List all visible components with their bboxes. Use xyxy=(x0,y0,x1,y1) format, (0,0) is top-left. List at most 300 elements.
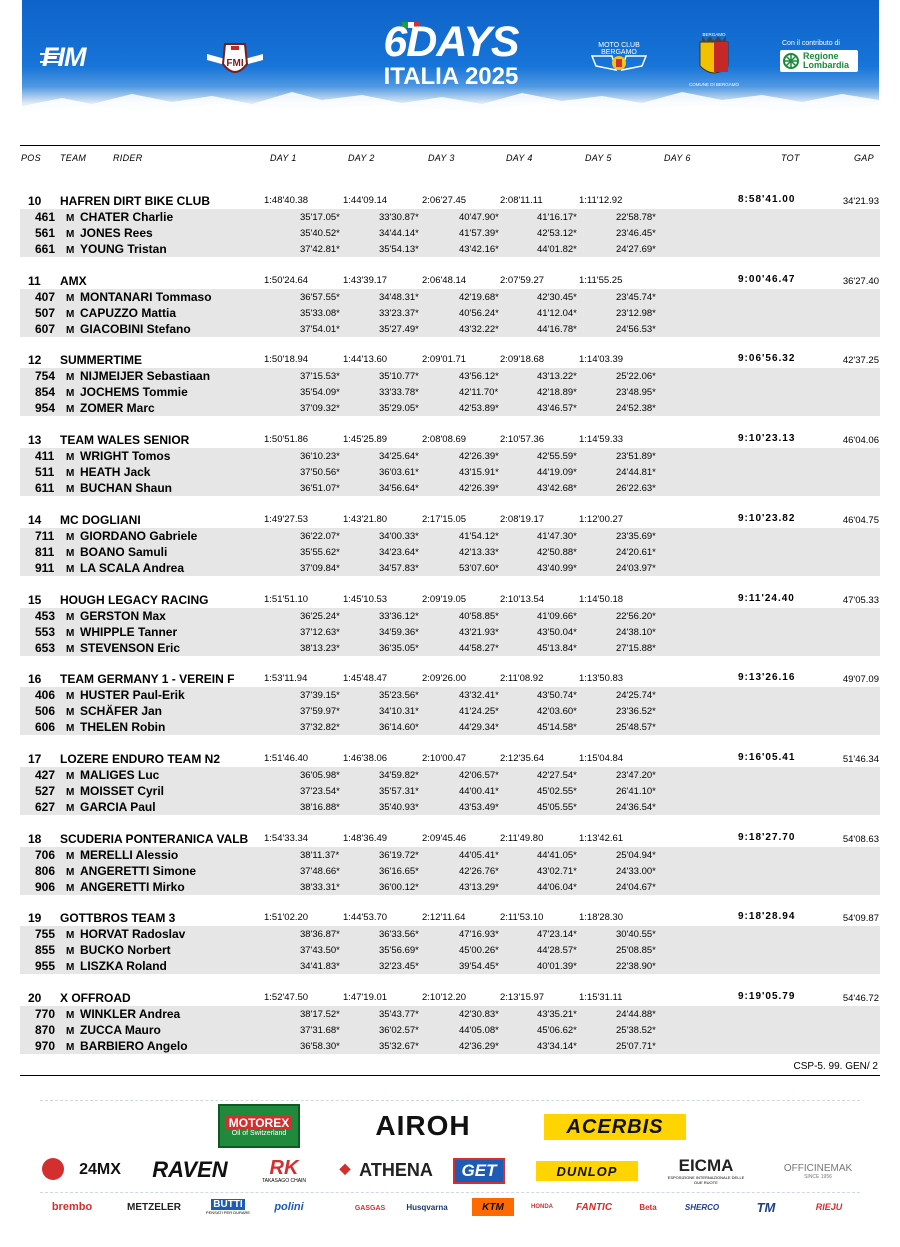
team-name: HOUGH LEGACY RACING xyxy=(60,592,209,607)
acerbis-logo: ACERBIS xyxy=(544,1114,686,1140)
rider-category: M xyxy=(66,691,75,703)
rider-day-time: 38'17.52* xyxy=(300,1009,340,1020)
rider-row xyxy=(0,225,900,241)
team-position: 16 xyxy=(28,672,42,687)
rider-day-time: 42'26.39* xyxy=(459,483,499,495)
rider-day-time: 44'05.08* xyxy=(459,1025,499,1036)
dunlop-logo: DUNLOP xyxy=(536,1161,638,1181)
rider-number: 411 xyxy=(35,449,55,464)
rider-name: LISZKA Roland xyxy=(80,959,167,974)
rider-day-time: 24'25.74* xyxy=(616,690,656,702)
team-day-time: 1:45'48.47 xyxy=(343,673,388,685)
team-day-time: 2:10'12.20 xyxy=(422,992,467,1003)
rider-day-time: 39'54.45* xyxy=(459,961,499,973)
rider-day-time: 42'50.88* xyxy=(537,546,577,558)
rider-category: M xyxy=(66,866,75,878)
polini-logo: polini xyxy=(274,1201,304,1213)
rider-category: M xyxy=(66,531,75,543)
rider-name: THELEN Robin xyxy=(80,720,166,735)
rider-day-time: 41'24.25* xyxy=(459,706,499,718)
sherco-logo: SHERCO xyxy=(684,1202,720,1212)
rider-day-time: 24'04.67* xyxy=(616,881,656,893)
rider-name: HORVAT Radoslav xyxy=(80,927,186,942)
rider-name: WRIGHT Tomos xyxy=(80,449,171,464)
rider-number: 611 xyxy=(35,481,55,496)
rider-day-time: 36'35.05* xyxy=(379,642,419,654)
rider-day-time: 35'40.93* xyxy=(379,801,419,813)
rider-number: 854 xyxy=(35,385,56,400)
rider-day-time: 24'33.00* xyxy=(616,865,656,877)
team-day-time: 1:48'36.49 xyxy=(343,832,388,844)
team-gap: 54'46.72 xyxy=(842,993,879,1004)
rider-category: M xyxy=(66,930,75,942)
rider-day-time: 36'19.72* xyxy=(379,849,419,861)
rider-day-time: 35'43.77* xyxy=(379,1009,419,1020)
rider-row xyxy=(0,799,900,815)
team-gap: 46'04.75 xyxy=(842,514,879,526)
rider-name: BUCHAN Shaun xyxy=(80,481,172,496)
team-gap: 54'08.63 xyxy=(842,833,879,845)
rider-row xyxy=(0,464,900,480)
rider-day-time: 40'58.85* xyxy=(459,610,499,622)
team-day-time: 1:13'42.61 xyxy=(579,832,624,844)
rider-day-time: 41'57.39* xyxy=(459,228,499,239)
col-tot: TOT xyxy=(781,153,800,163)
rider-day-time: 34'44.14* xyxy=(379,228,419,239)
col-rider: RIDER xyxy=(113,153,143,163)
rider-day-time: 36'10.23* xyxy=(300,451,340,463)
rider-day-time: 22'38.90* xyxy=(616,961,656,973)
rk-logo xyxy=(256,1156,312,1186)
team-total-time: 9:18'27.70 xyxy=(738,831,796,843)
officinemak-logo xyxy=(776,1156,860,1186)
rider-name: ZOMER Marc xyxy=(80,401,155,416)
butti-text: BUTTI xyxy=(213,1199,243,1210)
motorex-text: MOTOREX xyxy=(226,1116,292,1130)
team-position: 14 xyxy=(28,512,42,527)
rider-day-time: 36'51.07* xyxy=(300,483,340,495)
rider-day-time: 25'38.52* xyxy=(616,1025,656,1036)
team-day-time: 1:13'50.83 xyxy=(579,673,624,685)
rider-category: M xyxy=(66,372,75,384)
team-day-time: 1:44'53.70 xyxy=(343,912,388,924)
rider-category: M xyxy=(66,627,75,639)
rider-number: 806 xyxy=(35,863,56,878)
rider-day-time: 42'53.12* xyxy=(537,228,577,239)
rider-day-time: 35'17.05* xyxy=(300,212,340,223)
rider-day-time: 38'13.23* xyxy=(300,642,340,654)
rider-day-time: 37'31.68* xyxy=(300,1025,340,1036)
rider-category: M xyxy=(66,245,75,256)
rider-day-time: 37'43.50* xyxy=(300,945,340,957)
rider-day-time: 38'11.37* xyxy=(300,849,340,861)
rider-category: M xyxy=(66,882,75,894)
team-name: LOZERE ENDURO TEAM N2 xyxy=(60,751,221,766)
rider-name: WINKLER Andrea xyxy=(80,1007,181,1021)
rider-category: M xyxy=(66,563,75,575)
rider-name: MONTANARI Tommaso xyxy=(80,289,212,304)
rider-day-time: 36'25.24* xyxy=(300,610,340,622)
rider-day-time: 35'10.77* xyxy=(379,371,419,383)
team-row xyxy=(0,671,900,687)
rider-day-time: 43'13.29* xyxy=(459,881,499,893)
rider-day-time: 42'06.57* xyxy=(459,769,499,781)
rider-day-time: 33'36.12* xyxy=(379,610,419,622)
rider-day-time: 34'57.83* xyxy=(379,562,419,574)
rider-day-time: 42'18.89* xyxy=(537,387,577,399)
rider-category: M xyxy=(66,946,75,958)
rider-row xyxy=(0,480,900,496)
rider-day-time: 44'28.57* xyxy=(537,945,577,957)
rider-day-time: 37'54.01* xyxy=(300,323,340,335)
team-gap: 54'09.87 xyxy=(842,913,879,925)
rider-day-time: 43'35.21* xyxy=(537,1009,577,1020)
team-day-time: 1:53'11.94 xyxy=(264,673,308,685)
team-day-time: 1:47'19.01 xyxy=(343,992,388,1003)
rider-day-time: 36'03.61* xyxy=(379,467,419,479)
team-day-time: 1:48'40.38 xyxy=(264,195,309,206)
rider-day-time: 36'16.65* xyxy=(379,865,419,877)
rider-number: 553 xyxy=(35,624,56,639)
rider-day-time: 37'23.54* xyxy=(300,785,340,797)
rider-day-time: 23'36.52* xyxy=(616,706,656,718)
rider-row xyxy=(0,528,900,544)
rider-day-time: 34'56.64* xyxy=(379,483,419,495)
team-day-time: 2:08'08.69 xyxy=(422,434,467,446)
rider-category: M xyxy=(66,1010,75,1021)
rider-name: YOUNG Tristan xyxy=(80,242,167,256)
fim-logo: FIM xyxy=(42,42,86,72)
rider-name: BUCKO Norbert xyxy=(80,943,171,958)
eicma-logo xyxy=(664,1156,748,1186)
rider-day-time: 34'59.36* xyxy=(379,626,419,638)
rider-day-time: 44'00.41* xyxy=(459,785,499,797)
rider-row xyxy=(0,209,900,225)
rider-name: ZUCCA Mauro xyxy=(80,1023,161,1037)
team-day-time: 2:11'53.10 xyxy=(500,912,544,924)
rider-category: M xyxy=(66,388,75,400)
rider-name: JONES Rees xyxy=(80,226,153,240)
rider-row xyxy=(0,847,900,863)
rider-row xyxy=(0,879,900,895)
rider-day-time: 26'22.63* xyxy=(616,483,656,495)
rider-day-time: 27'15.88* xyxy=(616,642,656,654)
rider-day-time: 40'56.24* xyxy=(459,307,499,319)
team-row xyxy=(0,592,900,608)
rider-day-time: 30'40.55* xyxy=(616,929,656,941)
rider-day-time: 35'40.52* xyxy=(300,228,340,239)
team-gap: 51'46.34 xyxy=(842,753,879,765)
moto-club-bergamo-text: MOTO CLUB BERGAMO xyxy=(598,42,640,56)
regione-lombardia-logo xyxy=(780,50,858,72)
team-day-time: 2:06'27.45 xyxy=(422,195,467,206)
team-position: 11 xyxy=(28,273,41,288)
rider-day-time: 38'36.87* xyxy=(300,929,340,941)
team-day-time: 1:44'09.14 xyxy=(343,195,388,206)
rider-day-time: 37'32.82* xyxy=(300,722,340,734)
motorex-logo xyxy=(218,1104,300,1148)
team-position: 10 xyxy=(28,194,42,208)
rider-category: M xyxy=(66,786,75,798)
rider-name: MALIGES Luc xyxy=(80,767,160,782)
rider-day-time: 36'58.30* xyxy=(300,1041,340,1052)
rider-category: M xyxy=(66,292,75,304)
24mx-icon xyxy=(42,1158,64,1180)
rider-day-time: 42'53.89* xyxy=(459,403,499,415)
fmi-text: FMI xyxy=(226,58,244,69)
rider-number: 527 xyxy=(35,783,56,798)
rider-day-time: 37'12.63* xyxy=(300,626,340,638)
team-day-time: 2:09'01.71 xyxy=(422,354,467,366)
team-position: 18 xyxy=(28,831,42,846)
airoh-logo: AIROH xyxy=(375,1110,471,1141)
rider-day-time: 41'16.17* xyxy=(537,212,577,223)
team-day-time: 1:43'39.17 xyxy=(343,274,388,286)
rider-number: 754 xyxy=(35,369,56,384)
team-day-time: 1:14'50.18 xyxy=(579,593,624,605)
team-day-time: 2:10'57.36 xyxy=(500,434,545,446)
rider-day-time: 43'56.12* xyxy=(459,371,499,383)
rider-name: MOISSET Cyril xyxy=(80,783,165,798)
col-day4: DAY 4 xyxy=(506,153,533,163)
rider-day-time: 26'41.10* xyxy=(616,785,656,797)
beta-logo: Beta xyxy=(639,1202,657,1212)
rider-name: GERSTON Max xyxy=(80,608,166,623)
rider-day-time: 42'11.70* xyxy=(459,387,499,399)
rider-name: GIORDANO Gabriele xyxy=(80,528,198,543)
col-day3: DAY 3 xyxy=(428,153,455,163)
rider-day-time: 32'23.45* xyxy=(379,961,419,973)
team-day-time: 1:50'51.86 xyxy=(264,434,309,446)
rider-day-time: 24'36.54* xyxy=(616,801,656,813)
team-row xyxy=(0,512,900,528)
rider-day-time: 43'32.22* xyxy=(459,323,499,335)
rider-day-time: 34'59.82* xyxy=(379,769,419,781)
team-day-time: 1:46'38.06 xyxy=(343,752,388,764)
rider-number: 811 xyxy=(35,544,55,559)
rider-category: M xyxy=(66,1026,75,1037)
rider-name: WHIPPLE Tanner xyxy=(80,624,178,639)
rider-number: 755 xyxy=(35,927,56,942)
rider-day-time: 25'07.71* xyxy=(616,1041,656,1052)
rider-name: JOCHEMS Tommie xyxy=(80,385,188,400)
rider-day-time: 44'41.05* xyxy=(537,849,577,861)
team-row xyxy=(0,910,900,926)
rider-row xyxy=(0,640,900,656)
rider-number: 955 xyxy=(35,959,56,974)
team-day-time: 2:13'15.97 xyxy=(500,992,545,1003)
rider-day-time: 37'50.56* xyxy=(300,467,340,479)
24mx-logo: 24MX xyxy=(79,1161,121,1178)
rider-day-time: 25'48.57* xyxy=(616,722,656,734)
team-day-time: 2:12'11.64 xyxy=(422,912,466,924)
rider-row xyxy=(0,608,900,624)
rider-row xyxy=(0,305,900,321)
rider-category: M xyxy=(66,962,75,974)
rider-name: HEATH Jack xyxy=(80,465,151,480)
team-day-time: 2:11'49.80 xyxy=(500,832,544,844)
eicma-text: EICMA xyxy=(678,1156,734,1175)
team-gap: 47'05.33 xyxy=(842,594,879,606)
document-code: CSP-5. 99. GEN/ 2 xyxy=(793,1061,878,1072)
team-day-time: 2:10'13.54 xyxy=(500,593,545,605)
team-total-time: 9:11'24.40 xyxy=(738,592,795,604)
team-day-time: 1:15'04.84 xyxy=(579,752,624,764)
rider-name: NIJMEIJER Sebastiaan xyxy=(80,369,211,384)
rider-day-time: 41'47.30* xyxy=(537,530,577,542)
regione-name-1: Regione xyxy=(803,51,839,61)
rider-day-time: 45'00.26* xyxy=(459,945,499,957)
fmi-logo xyxy=(205,40,265,82)
rider-day-time: 36'57.55* xyxy=(300,291,340,303)
team-name: X OFFROAD xyxy=(60,991,131,1005)
butti-sub: PENSATI PER DURARE xyxy=(205,1210,251,1215)
rider-day-time: 36'02.57* xyxy=(379,1025,419,1036)
rider-row xyxy=(0,1038,900,1054)
rider-day-time: 35'57.31* xyxy=(379,785,419,797)
team-day-time: 2:07'59.27 xyxy=(500,274,545,286)
team-position: 15 xyxy=(28,592,42,607)
comune-bergamo-crest xyxy=(688,32,740,88)
rider-number: 954 xyxy=(35,401,56,416)
rider-day-time: 44'01.82* xyxy=(537,244,577,255)
rider-day-time: 43'13.22* xyxy=(537,371,577,383)
rider-day-time: 24'44.88* xyxy=(616,1009,656,1020)
sponsor-divider-top xyxy=(40,1100,860,1101)
col-pos: POS xyxy=(21,153,41,163)
ktm-logo: KTM xyxy=(472,1198,514,1216)
husqvarna-logo: Husqvarna xyxy=(406,1202,448,1212)
rider-category: M xyxy=(66,324,75,336)
team-position: 12 xyxy=(28,353,42,368)
rider-row xyxy=(0,942,900,958)
rider-day-time: 23'46.45* xyxy=(616,228,656,239)
raven-logo: RAVEN xyxy=(152,1157,228,1182)
rider-number: 911 xyxy=(35,560,55,575)
regione-caption: Con il contributo di xyxy=(782,40,840,47)
rider-day-time: 34'00.33* xyxy=(379,530,419,542)
rider-row xyxy=(0,926,900,942)
team-day-time: 1:44'13.60 xyxy=(343,354,388,366)
team-total-time: 9:00'46.47 xyxy=(738,273,796,285)
col-day2: DAY 2 xyxy=(348,153,375,163)
fantic-logo: FANTIC xyxy=(575,1201,613,1213)
rider-name: CAPUZZO Mattia xyxy=(80,305,176,320)
rider-day-time: 35'23.56* xyxy=(379,690,419,702)
rider-name: ANGERETTI Simone xyxy=(80,863,197,878)
rider-day-time: 35'32.67* xyxy=(379,1041,419,1052)
rider-day-time: 44'16.78* xyxy=(537,323,577,335)
rider-day-time: 42'03.60* xyxy=(537,706,577,718)
team-day-time: 1:45'10.53 xyxy=(343,593,388,605)
team-day-time: 2:06'48.14 xyxy=(422,274,467,286)
rider-row xyxy=(0,719,900,735)
col-gap: GAP xyxy=(854,153,874,163)
team-row xyxy=(0,831,900,847)
rider-number: 706 xyxy=(35,847,56,862)
rider-category: M xyxy=(66,229,75,240)
rider-category: M xyxy=(66,484,75,496)
rider-number: 711 xyxy=(35,528,55,543)
rider-day-time: 43'46.57* xyxy=(537,403,577,415)
rider-day-time: 25'22.06* xyxy=(616,371,656,383)
rk-sub: TAKASAGO CHAIN xyxy=(261,1178,307,1184)
rider-day-time: 42'30.45* xyxy=(537,291,577,303)
rider-day-time: 43'50.74* xyxy=(537,690,577,702)
team-total-time: 9:13'26.16 xyxy=(738,672,796,684)
rk-text: RK xyxy=(269,1157,299,1179)
team-day-time: 1:14'03.39 xyxy=(579,354,624,366)
rider-day-time: 44'06.04* xyxy=(537,881,577,893)
rider-day-time: 44'58.27* xyxy=(459,642,499,654)
rider-row xyxy=(0,624,900,640)
rider-day-time: 42'36.29* xyxy=(459,1041,499,1052)
rider-day-time: 43'42.68* xyxy=(537,483,577,495)
team-day-time: 1:54'33.34 xyxy=(264,832,309,844)
rider-day-time: 33'33.78* xyxy=(379,387,419,399)
rider-day-time: 36'00.12* xyxy=(379,881,419,893)
rider-name: CHATER Charlie xyxy=(80,210,174,224)
rider-row xyxy=(0,321,900,337)
rider-name: BARBIERO Angelo xyxy=(80,1039,188,1053)
team-name: TEAM GERMANY 1 - VEREIN F xyxy=(60,672,235,687)
rider-day-time: 36'22.07* xyxy=(300,530,340,542)
rider-day-time: 43'40.99* xyxy=(537,562,577,574)
team-name: HAFREN DIRT BIKE CLUB xyxy=(60,194,210,208)
col-team: TEAM xyxy=(60,153,87,163)
rider-number: 506 xyxy=(35,704,56,719)
rider-day-time: 45'13.84* xyxy=(537,642,577,654)
rider-day-time: 34'23.64* xyxy=(379,546,419,558)
rider-row xyxy=(0,289,900,305)
rider-day-time: 37'48.66* xyxy=(300,865,340,877)
get-logo: GET xyxy=(453,1158,505,1184)
rider-row xyxy=(0,544,900,560)
rider-day-time: 34'10.31* xyxy=(379,706,419,718)
rider-day-time: 33'30.87* xyxy=(379,212,419,223)
rider-category: M xyxy=(66,643,75,655)
team-name: SUMMERTIME xyxy=(60,353,142,368)
rider-day-time: 36'14.60* xyxy=(379,722,419,734)
bergamo-top-text: BERGAMO xyxy=(702,32,726,37)
metzeler-logo: METZELER xyxy=(127,1201,181,1213)
team-day-time: 2:09'18.68 xyxy=(500,354,545,366)
comune-bergamo-text: COMUNE DI BERGAMO xyxy=(688,82,740,87)
rider-day-time: 43'50.04* xyxy=(537,626,577,638)
team-day-time: 2:09'19.05 xyxy=(422,593,467,605)
team-name: GOTTBROS TEAM 3 xyxy=(60,911,176,926)
team-gap: 49'07.09 xyxy=(842,674,879,686)
rider-day-time: 37'09.32* xyxy=(300,403,340,415)
rider-day-time: 42'13.33* xyxy=(459,546,499,558)
rider-day-time: 47'23.14* xyxy=(537,929,577,941)
team-day-time: 2:09'26.00 xyxy=(422,673,467,685)
team-day-time: 1:18'28.30 xyxy=(579,912,624,924)
rider-day-time: 43'32.41* xyxy=(459,690,499,702)
motorex-sub: Oil of Switzerland xyxy=(231,1129,287,1137)
rider-day-time: 53'07.60* xyxy=(459,562,499,574)
rider-day-time: 37'59.97* xyxy=(300,706,340,718)
team-day-time: 2:08'19.17 xyxy=(500,513,545,525)
rider-category: M xyxy=(66,723,75,735)
team-row xyxy=(0,273,900,289)
team-day-time: 1:14'59.33 xyxy=(579,434,624,446)
rider-day-time: 44'05.41* xyxy=(459,849,499,861)
team-row xyxy=(0,990,900,1006)
rider-number: 661 xyxy=(35,242,56,256)
officinemak-text: OFFICINEMAK xyxy=(783,1162,853,1174)
rider-category: M xyxy=(66,452,75,464)
